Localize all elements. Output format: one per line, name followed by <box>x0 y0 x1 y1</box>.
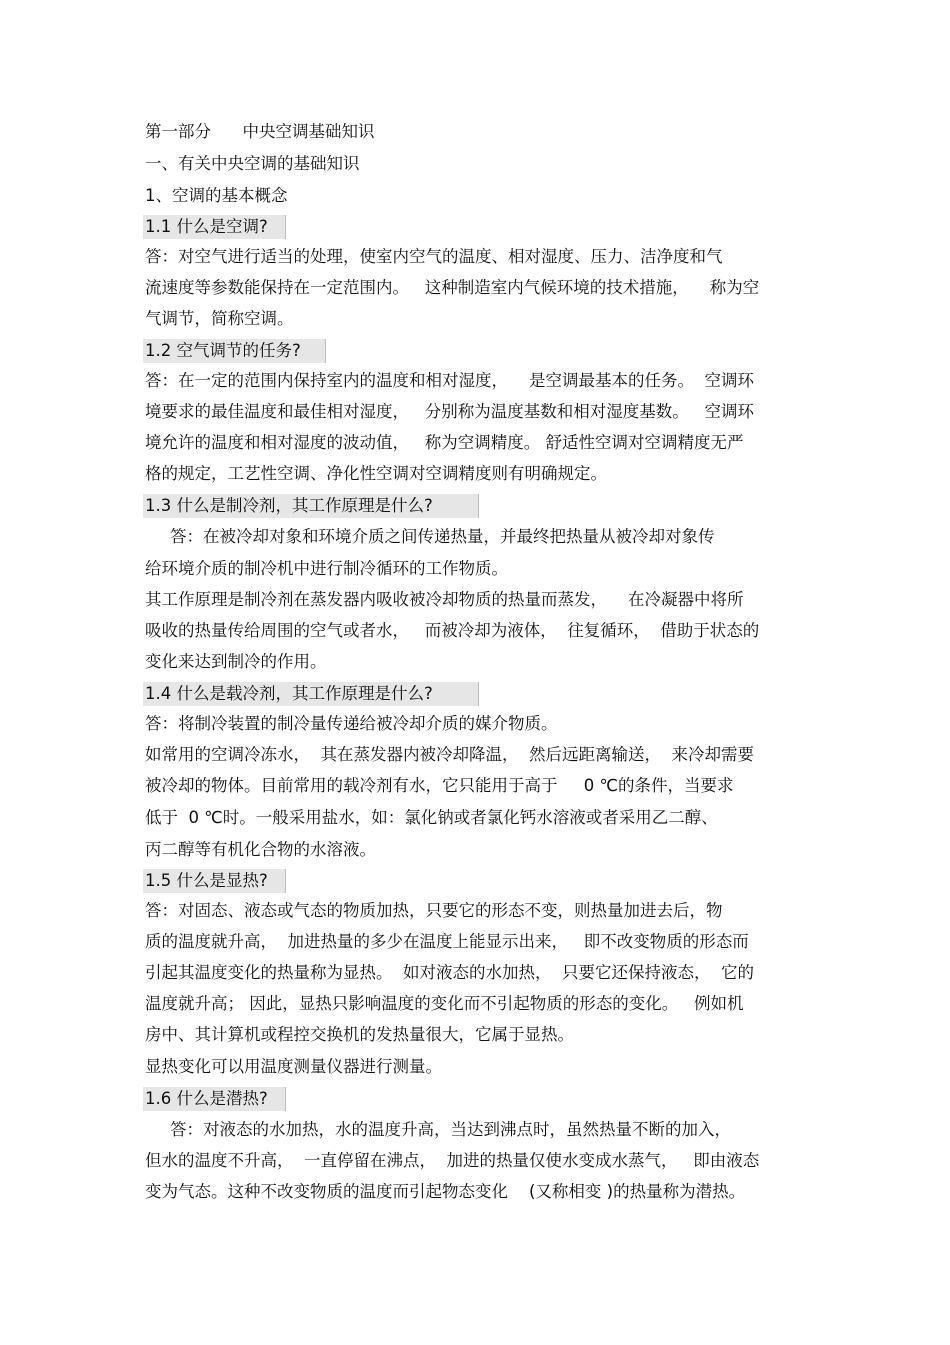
answer-line: 气调节，简称空调。 <box>145 309 294 328</box>
question-heading: 1.4 什么是载冷剂，其工作原理是什么? <box>143 682 479 706</box>
question-heading: 1.6 什么是潜热? <box>143 1087 286 1111</box>
section-title: 一、有关中央空调的基础知识 <box>145 154 360 173</box>
answer-line: 答：对液态的水加热，水的温度升高，当达到沸点时，虽然热量不断的加入， <box>170 1120 731 1139</box>
answer-line: 低于 0 ℃时。一般采用盐水，如：氯化钠或者氯化钙水溶液或者采用乙二醇、 <box>145 808 718 827</box>
answer-line: 答：对空气进行适当的处理，使室内空气的温度、相对湿度、压力、洁净度和气 <box>145 247 723 266</box>
answer-line: 变化来达到制冷的作用。 <box>145 652 327 671</box>
answer-line: 被冷却的物体。目前常用的载冷剂有水，它只能用于高于 0 ℃的条件，当要求 <box>145 776 734 795</box>
answer-line: 境要求的最佳温度和最佳相对湿度， 分别称为温度基数和相对湿度基数。 空调环 <box>145 402 754 421</box>
answer-line: 但水的温度不升高， 一直停留在沸点， 加进的热量仅使水变成水蒸气， 即由液态 <box>145 1151 760 1170</box>
answer-line: 如常用的空调冷冻水， 其在蒸发器内被冷却降温， 然后远距离输送， 来冷却需要 <box>145 745 754 764</box>
answer-line: 温度就升高； 因此，显热只影响温度的变化而不引起物质的形态的变化。 例如机 <box>145 994 744 1013</box>
question-heading: 1.3 什么是制冷剂，其工作原理是什么? <box>143 494 479 518</box>
answer-line: 显热变化可以用温度测量仪器进行测量。 <box>145 1057 442 1076</box>
answer-line: 给环境介质的制冷机中进行制冷循环的工作物质。 <box>145 559 508 578</box>
part-title: 第一部分 中央空调基础知识 <box>145 122 375 141</box>
subsection-title: 1、空调的基本概念 <box>145 186 288 205</box>
answer-line: 答：将制冷装置的制冷量传递给被冷却介质的媒介物质。 <box>145 714 558 733</box>
question-heading: 1.2 空气调节的任务? <box>143 339 326 363</box>
answer-line: 丙二醇等有机化合物的水溶液。 <box>145 840 376 859</box>
answer-line: 格的规定，工艺性空调、净化性空调对空调精度则有明确规定。 <box>145 464 607 483</box>
answer-line: 房中、其计算机或程控交换机的发热量很大，它属于显热。 <box>145 1025 574 1044</box>
answer-line: 境允许的温度和相对湿度的波动值， 称为空调精度。 舒适性空调对空调精度无严 <box>145 433 744 452</box>
question-heading: 1.5 什么是显热? <box>143 869 286 893</box>
answer-line: 答：在一定的范围内保持室内的温度和相对湿度， 是空调最基本的任务。 空调环 <box>145 371 754 390</box>
answer-line: 流速度等参数能保持在一定范围内。 这种制造室内气候环境的技术措施， 称为空 <box>145 278 760 297</box>
answer-line: 答：对固态、液态或气态的物质加热，只要它的形态不变，则热量加进去后，物 <box>145 901 723 920</box>
answer-line: 引起其温度变化的热量称为显热。 如对液态的水加热， 只要它还保持液态， 它的 <box>145 963 754 982</box>
answer-line: 质的温度就升高， 加进热量的多少在温度上能显示出来， 即不改变物质的形态而 <box>145 932 749 951</box>
question-heading: 1.1 什么是空调? <box>143 215 286 239</box>
answer-line: 变为气态。这种不改变物质的温度而引起物态变化 (又称相变 )的热量称为潜热。 <box>145 1182 746 1201</box>
answer-line: 吸收的热量传给周围的空气或者水， 而被冷却为液体， 往复循环， 借助于状态的 <box>145 621 760 640</box>
answer-line: 答：在被冷却对象和环境介质之间传递热量，并最终把热量从被冷却对象传 <box>170 527 715 546</box>
answer-line: 其工作原理是制冷剂在蒸发器内吸收被冷却物质的热量而蒸发， 在冷凝器中将所 <box>145 590 744 609</box>
